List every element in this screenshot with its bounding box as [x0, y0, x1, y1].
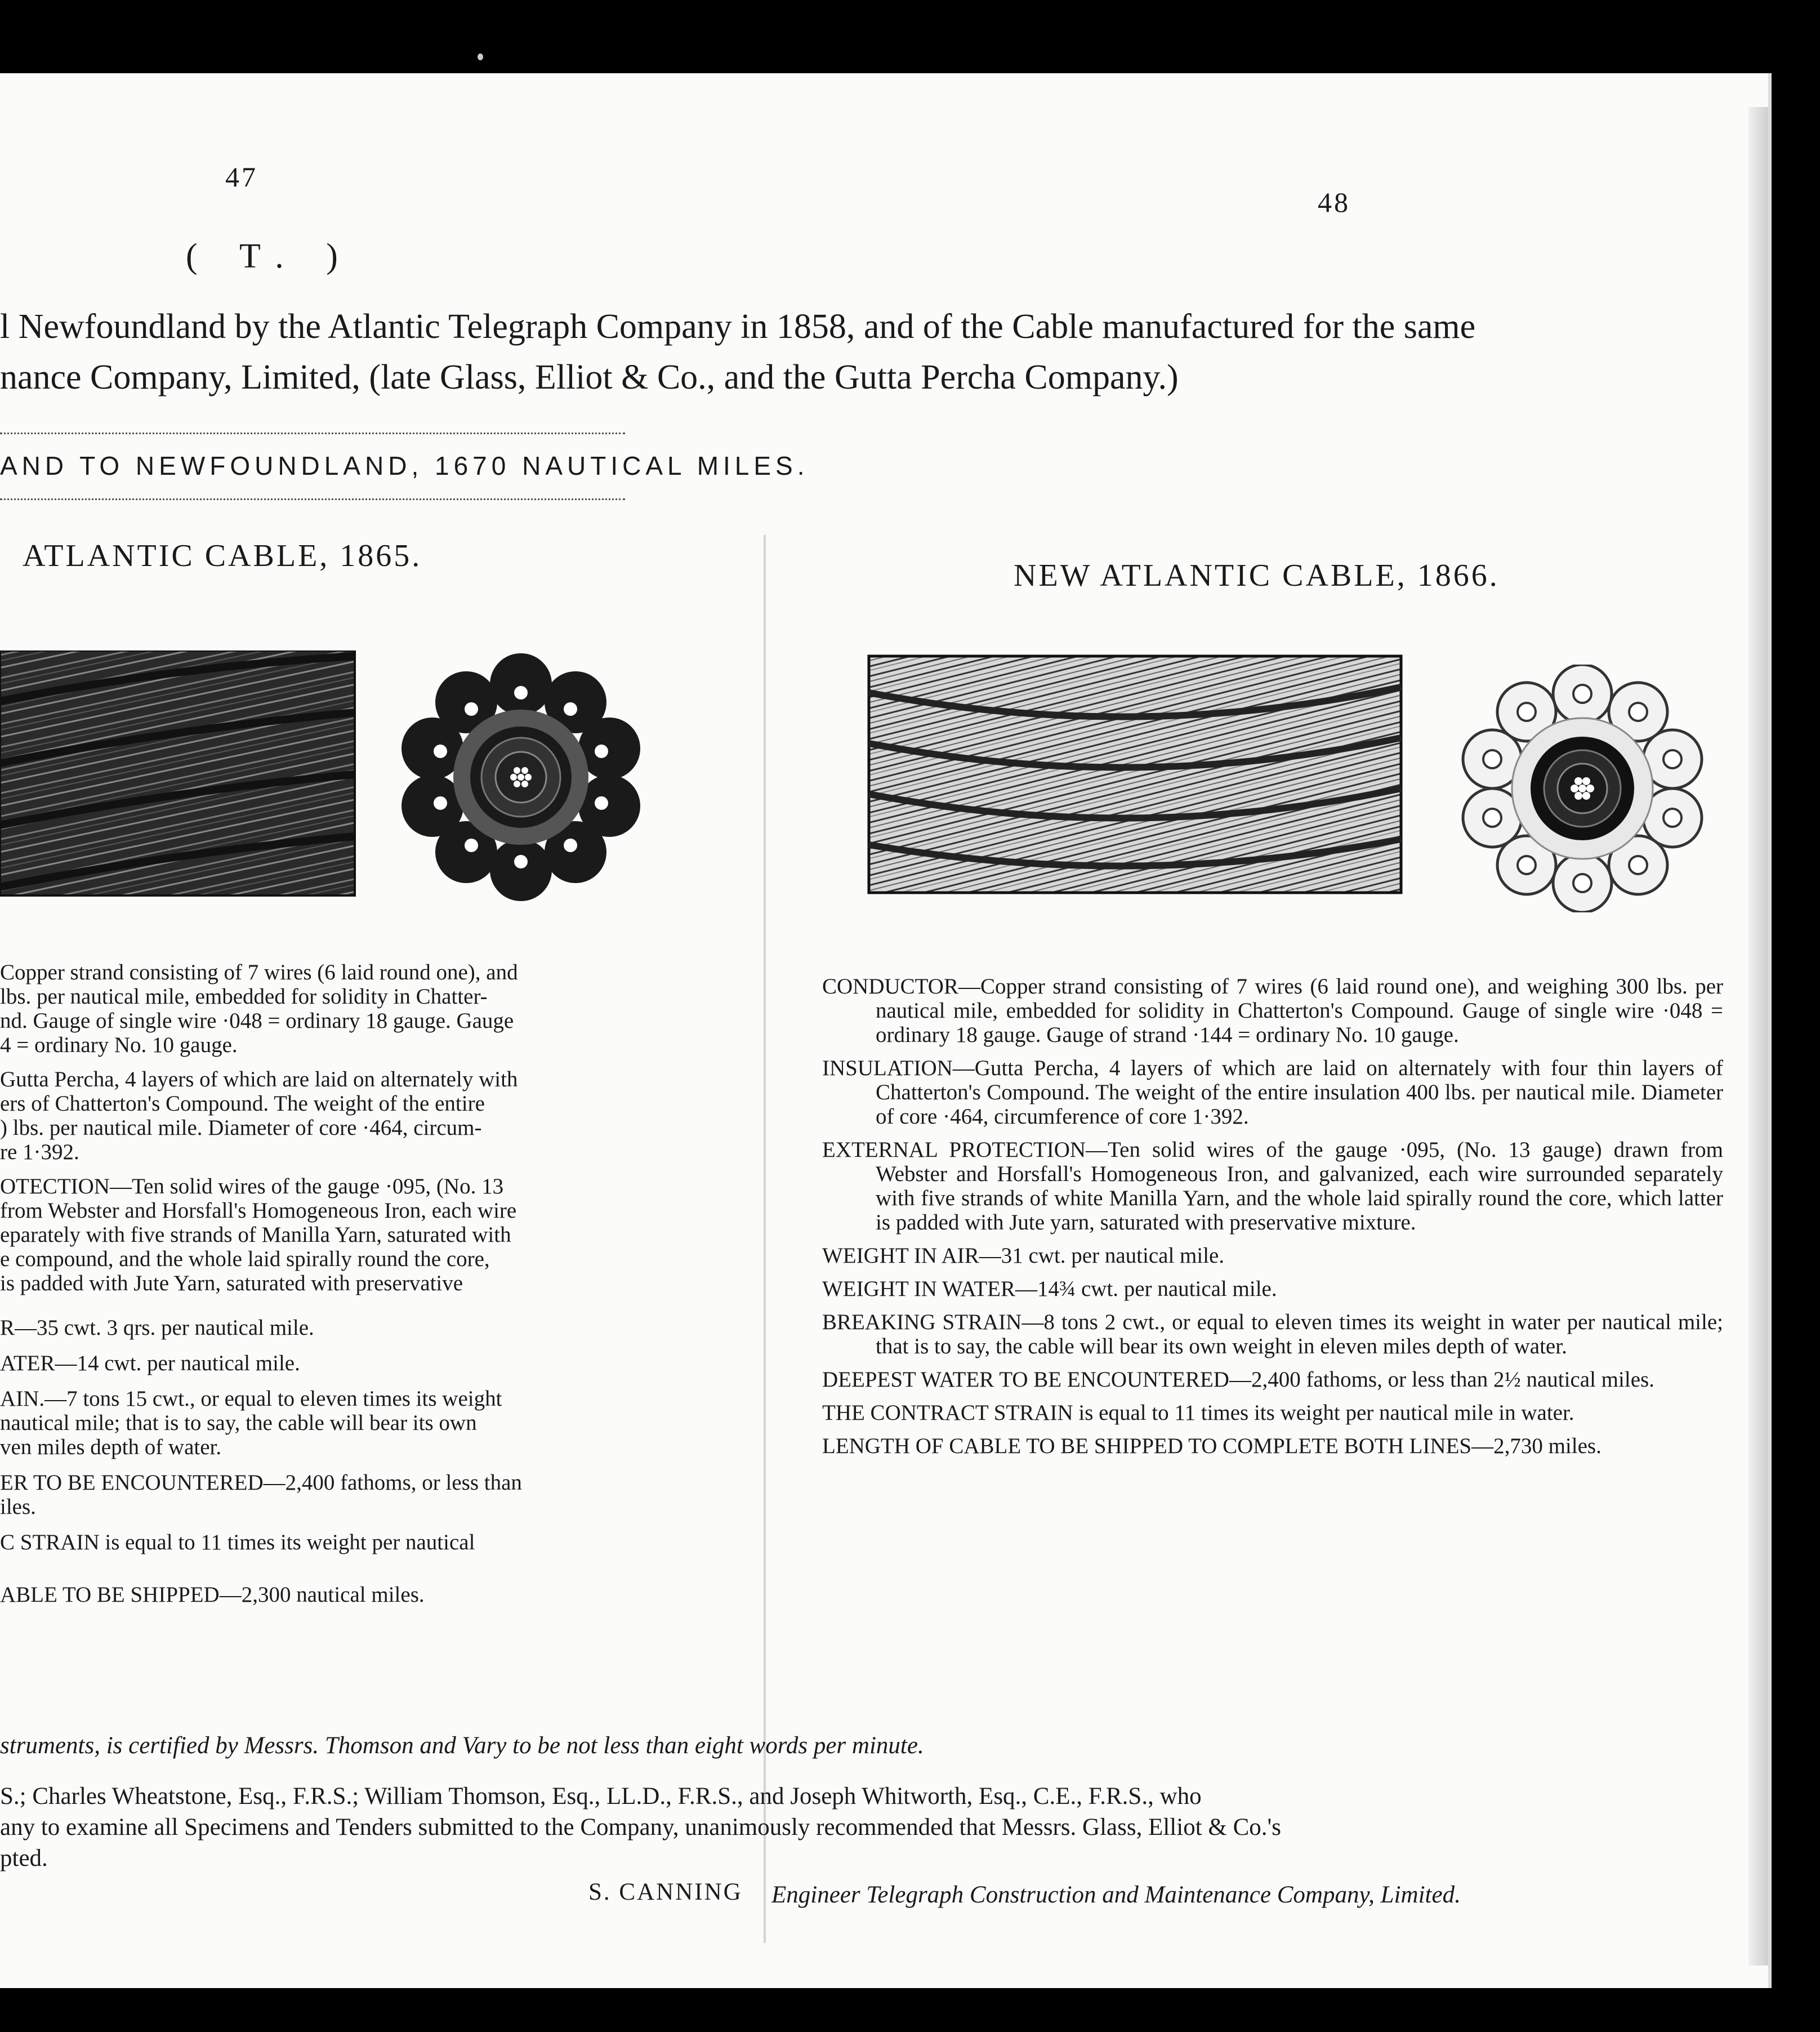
divider-bottom: [0, 498, 625, 500]
left-spec-line: R—35 cwt. 3 qrs. per nautical mile.: [0, 1316, 314, 1340]
left-spec-line: iles.: [0, 1495, 36, 1519]
left-spec-line: eparately with five strands of Manilla Yarn, saturated with: [0, 1223, 511, 1247]
heading-line-1: l Newfoundland by the Atlantic Telegraph Company in 1858, and of the Cable manufactured for the same: [0, 308, 1476, 346]
left-spec-line: Gutta Percha, 4 layers of which are laid on alternately with: [0, 1067, 518, 1091]
left-spec-line: ER TO BE ENCOUNTERED—2,400 fathoms, or less than: [0, 1470, 522, 1495]
cable-1866-cross-section: [1453, 665, 1712, 912]
right-cable-title: NEW ATLANTIC CABLE, 1866.: [1014, 558, 1500, 593]
left-spec-line: lbs. per nautical mile, embedded for solidity in Chatter-: [0, 984, 488, 1009]
spec-length-shipped: LENGTH OF CABLE TO BE SHIPPED TO COMPLETE BOTH LINES—2,730 miles.: [822, 1434, 1602, 1458]
speck: [478, 54, 483, 60]
signature-title: Engineer Telegraph Construction and Maintenance Company, Limited.: [771, 1882, 1461, 1908]
left-spec-line: 4 = ordinary No. 10 gauge.: [0, 1033, 238, 1057]
divider-top: [0, 433, 625, 434]
left-spec-list: [0, 960, 698, 1607]
signature-name: S. CANNING: [588, 1879, 743, 1905]
spec-contract-strain: THE CONTRACT STRAIN is equal to 11 times its weight per nautical mile in water.: [822, 1401, 1574, 1425]
left-page-number: 47: [225, 161, 258, 193]
left-spec-line: C STRAIN is equal to 11 times its weight per nautical: [0, 1530, 475, 1554]
spec-external-protection: EXTERNAL PROTECTION—Ten solid wires of the gauge ·095, (No. 13 gauge) drawn from Webster and Horsfall's Homogeneous Iron, and galvanized, each wire surrounded separately with five strands of white Manilla Yarn, and the whole laid spirally round the core, which latter is padded with Jute yarn, saturated with preservative mixture.: [822, 1138, 1723, 1235]
left-spec-line: ) lbs. per nautical mile. Diameter of core ·464, circum-: [0, 1116, 482, 1140]
certified-line: struments, is certified by Messrs. Thomson and Vary to be not less than eight words per minute.: [0, 1732, 924, 1759]
left-spec-line: from Webster and Horsfall's Homogeneous Iron, each wire: [0, 1198, 517, 1223]
left-cable-title: ATLANTIC CABLE, 1865.: [23, 538, 422, 573]
cable-1865-cross-section: [394, 653, 648, 901]
left-spec-line: ATER—14 cwt. per nautical mile.: [0, 1351, 300, 1375]
spec-insulation: INSULATION—Gutta Percha, 4 layers of which are laid on alternately with four thin layers of Chatterton's Compound. The weight of the entire insulation 400 lbs. per nautical mile. Diameter of core ·464, circumference of core 1·392.: [822, 1056, 1723, 1129]
cable-1865-side-view: [0, 650, 358, 898]
spec-weight-in-water: WEIGHT IN WATER—14¾ cwt. per nautical mile.: [822, 1277, 1277, 1301]
left-spec-line: re 1·392.: [0, 1140, 79, 1164]
page-edge: [1748, 107, 1768, 1966]
left-spec-line: Copper strand consisting of 7 wires (6 laid round one), and: [0, 960, 518, 984]
spec-breaking-strain: BREAKING STRAIN—8 tons 2 cwt., or equal to eleven times its weight in water per nautical mile; that is to say, the cable will bear its own weight in eleven miles depth of water.: [822, 1310, 1723, 1358]
left-spec-line: e compound, and the whole laid spirally round the core,: [0, 1247, 490, 1271]
left-spec-line: nautical mile; that is to say, the cable will bear its own: [0, 1411, 477, 1435]
spec-conductor: CONDUCTOR—Copper strand consisting of 7 wires (6 laid round one), and weighing 300 lbs. per nautical mile, embedded for solidity in Chatterton's Compound. Gauge of single wire ·048 = ordinary 18 gauge. Gauge of strand ·144 = ordinary No. 10 gauge.: [822, 974, 1723, 1047]
right-page-number: 48: [1318, 186, 1350, 218]
spec-weight-in-air: WEIGHT IN AIR—31 cwt. per nautical mile.: [822, 1244, 1225, 1268]
right-spec-list: [822, 974, 1723, 1467]
left-spec-line: AIN.—7 tons 15 cwt., or equal to eleven times its weight: [0, 1387, 502, 1411]
left-spec-line: OTECTION—Ten solid wires of the gauge ·095, (No. 13: [0, 1174, 504, 1198]
cable-1866-side-view: [866, 653, 1407, 895]
left-spec-line: ven miles depth of water.: [0, 1435, 222, 1459]
names-line-2: any to examine all Specimens and Tenders submitted to the Company, unanimously recommended that Messrs. Glass, Elliot & Co.'s: [0, 1814, 1282, 1841]
route-line: AND TO NEWFOUNDLAND, 1670 NAUTICAL MILES.: [0, 451, 809, 480]
left-spec-line: ABLE TO BE SHIPPED—2,300 nautical miles.: [0, 1583, 425, 1607]
left-spec-line: ers of Chatterton's Compound. The weight of the entire: [0, 1091, 485, 1116]
section-mark: ( T. ): [186, 237, 355, 275]
left-spec-line: is padded with Jute Yarn, saturated with preservative: [0, 1271, 463, 1295]
names-line-3: pted.: [0, 1845, 48, 1871]
names-line-1: S.; Charles Wheatstone, Esq., F.R.S.; William Thomson, Esq., LL.D., F.R.S., and Joseph Whitworth, Esq., C.E., F.R.S., who: [0, 1783, 1202, 1810]
left-spec-line: nd. Gauge of single wire ·048 = ordinary 18 gauge. Gauge: [0, 1009, 514, 1033]
spec-deepest-water: DEEPEST WATER TO BE ENCOUNTERED—2,400 fathoms, or less than 2½ nautical miles.: [822, 1367, 1654, 1392]
heading-line-2: nance Company, Limited, (late Glass, Elliot & Co., and the Gutta Percha Company.): [0, 358, 1179, 396]
